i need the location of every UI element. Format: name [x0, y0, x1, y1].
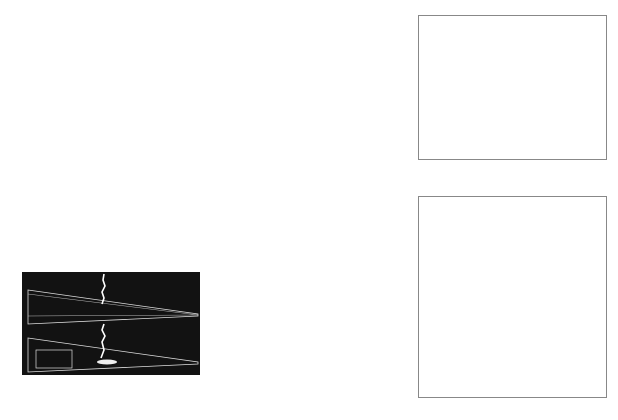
temperature-chart: [418, 196, 607, 398]
right-column-1: [313, 13, 411, 401]
left-column-1: [21, 107, 105, 267]
right-page: [309, 0, 618, 420]
altitude-chart: [418, 15, 607, 160]
temperature-chart-svg: [419, 197, 606, 397]
wing-test-photo: [22, 272, 200, 375]
left-column-3: [203, 60, 290, 400]
wing-section-plastic-honeycomb: [28, 290, 198, 324]
lightning-discharge-top: [102, 274, 105, 304]
lightning-discharge-bottom: [97, 324, 117, 365]
altitude-chart-svg: [419, 16, 606, 159]
wing-section-aluminum-honeycomb: [28, 338, 198, 372]
left-column-2: [110, 107, 194, 267]
